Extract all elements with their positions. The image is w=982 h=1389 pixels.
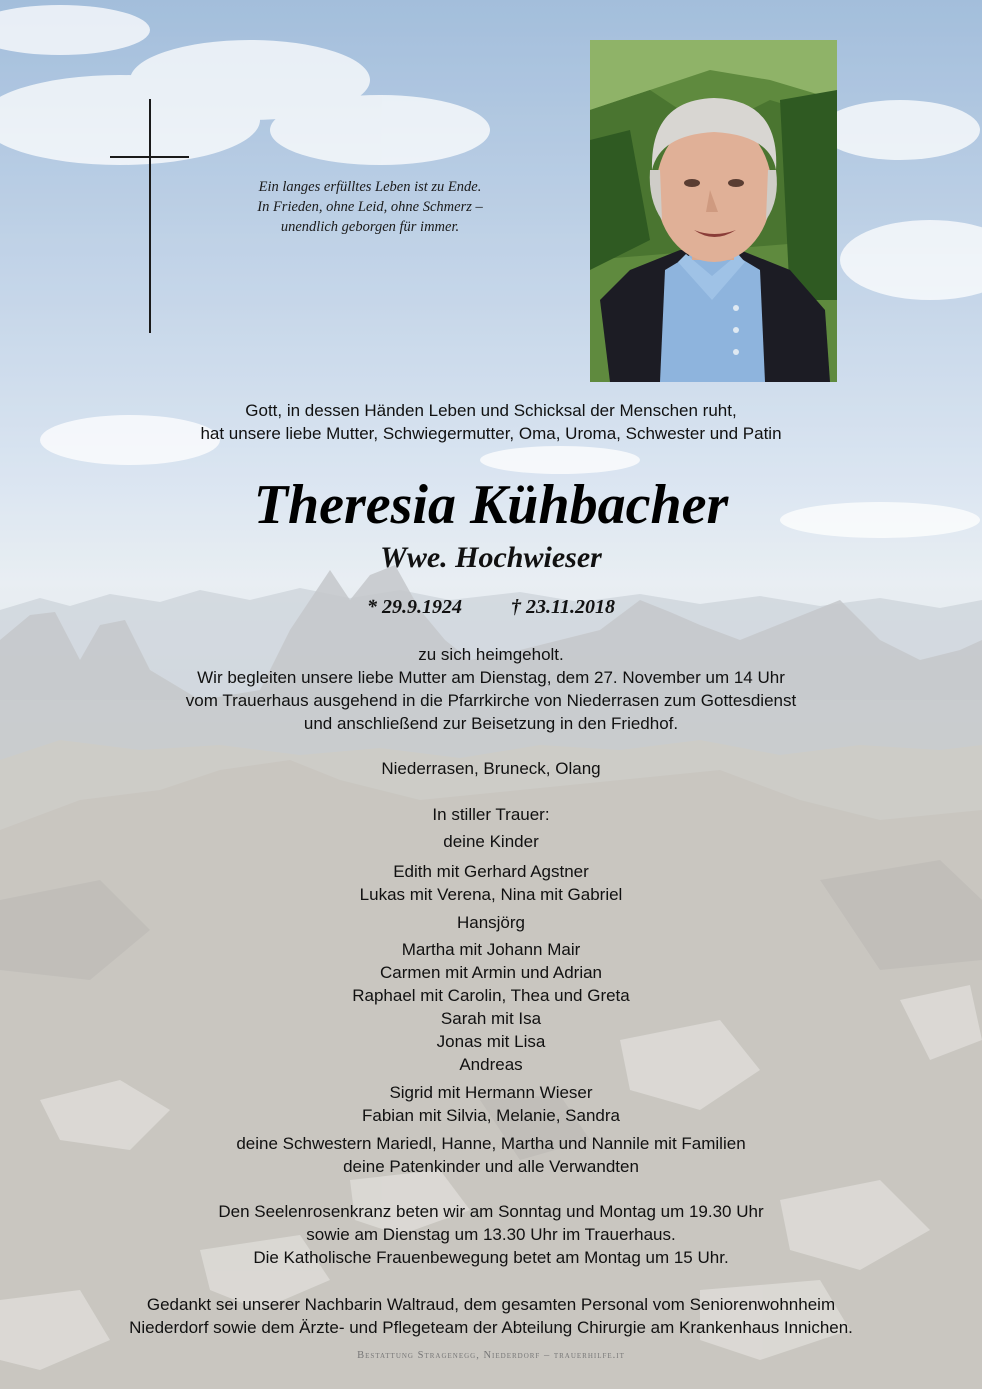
family-group — [0, 860, 982, 906]
other-mourners — [0, 1132, 982, 1178]
birth-date: * 29.9.1924 — [367, 596, 463, 618]
rosary-line: sowie am Dienstag um 13.30 Uhr im Trauerhaus. — [306, 1225, 676, 1244]
funeral-line: zu sich heimgeholt. — [418, 645, 564, 664]
intro-line: hat unsere liebe Mutter, Schwiegermutter, Oma, Uroma, Schwester und Patin — [200, 424, 782, 443]
thanks-line: Gedankt sei unserer Nachbarin Waltraud, dem gesamten Personal vom Seniorenwohnheim — [146, 1295, 836, 1314]
funeral-line: und anschließend zur Beisetzung in den Friedhof. — [303, 714, 679, 733]
rosary-line: Den Seelenrosenkranz beten wir am Sonntag und Montag um 19.30 Uhr — [218, 1202, 764, 1221]
quote-line: unendlich geborgen für immer. — [280, 219, 460, 235]
widow-of: Wwe. Hochwieser — [380, 541, 602, 574]
cross-icon-vertical — [149, 99, 151, 333]
mourner-line: Fabian mit Silvia, Melanie, Sandra — [362, 1106, 620, 1125]
mourner-line: Lukas mit Verena, Nina mit Gabriel — [359, 885, 623, 904]
family-group — [0, 1081, 982, 1127]
mourners-heading: In stiller Trauer: — [432, 805, 550, 824]
deceased-name: Theresia Kühbacher — [253, 474, 729, 536]
funeral-details — [0, 643, 982, 735]
mourner-line: Edith mit Gerhard Agstner — [393, 862, 589, 881]
footer-credit: Bestattung Stragenegg, Niederdorf – trauerhilfe.it — [357, 1350, 625, 1361]
mourner-line: Martha mit Johann Mair — [401, 940, 581, 959]
funeral-line: vom Trauerhaus ausgehend in die Pfarrkirche von Niederrasen zum Gottesdienst — [185, 691, 797, 710]
mourner-line: Hansjörg — [456, 913, 526, 932]
rosary-info — [0, 1200, 982, 1269]
mourner-line: Sarah mit Isa — [440, 1009, 542, 1028]
funeral-line: Wir begleiten unsere liebe Mutter am Dienstag, dem 27. November um 14 Uhr — [197, 668, 785, 687]
mourner-line: deine Patenkinder und alle Verwandten — [343, 1157, 639, 1176]
life-dates — [0, 594, 982, 620]
mourner-line: Sigrid mit Hermann Wieser — [389, 1083, 593, 1102]
cross-icon-horizontal — [110, 156, 189, 158]
places: Niederrasen, Bruneck, Olang — [381, 759, 601, 778]
mourner-line: deine Schwestern Mariedl, Hanne, Martha und Nannile mit Familien — [236, 1134, 746, 1153]
intro-line: Gott, in dessen Händen Leben und Schicksal der Menschen ruht, — [245, 401, 737, 420]
thanks-text — [0, 1293, 982, 1339]
mourner-line: Carmen mit Armin und Adrian — [379, 963, 603, 982]
thanks-line: Niederdorf sowie dem Ärzte- und Pflegeteam der Abteilung Chirurgie am Krankenhaus Innichen. — [129, 1318, 853, 1337]
family-group — [0, 911, 982, 934]
rosary-line: Die Katholische Frauenbewegung betet am Montag um 15 Uhr. — [253, 1248, 729, 1267]
quote-line: Ein langes erfülltes Leben ist zu Ende. — [258, 179, 482, 195]
portrait-photo — [590, 40, 837, 382]
children-label: deine Kinder — [443, 832, 539, 851]
intro-text — [0, 399, 982, 445]
quote-line: In Frieden, ohne Leid, ohne Schmerz – — [257, 199, 483, 215]
family-group — [0, 938, 982, 1076]
mourner-line: Raphael mit Carolin, Thea und Greta — [352, 986, 630, 1005]
mourner-line: Andreas — [459, 1055, 523, 1074]
death-date: † 23.11.2018 — [511, 596, 615, 618]
memorial-quote — [210, 177, 530, 237]
mourner-line: Jonas mit Lisa — [436, 1032, 546, 1051]
